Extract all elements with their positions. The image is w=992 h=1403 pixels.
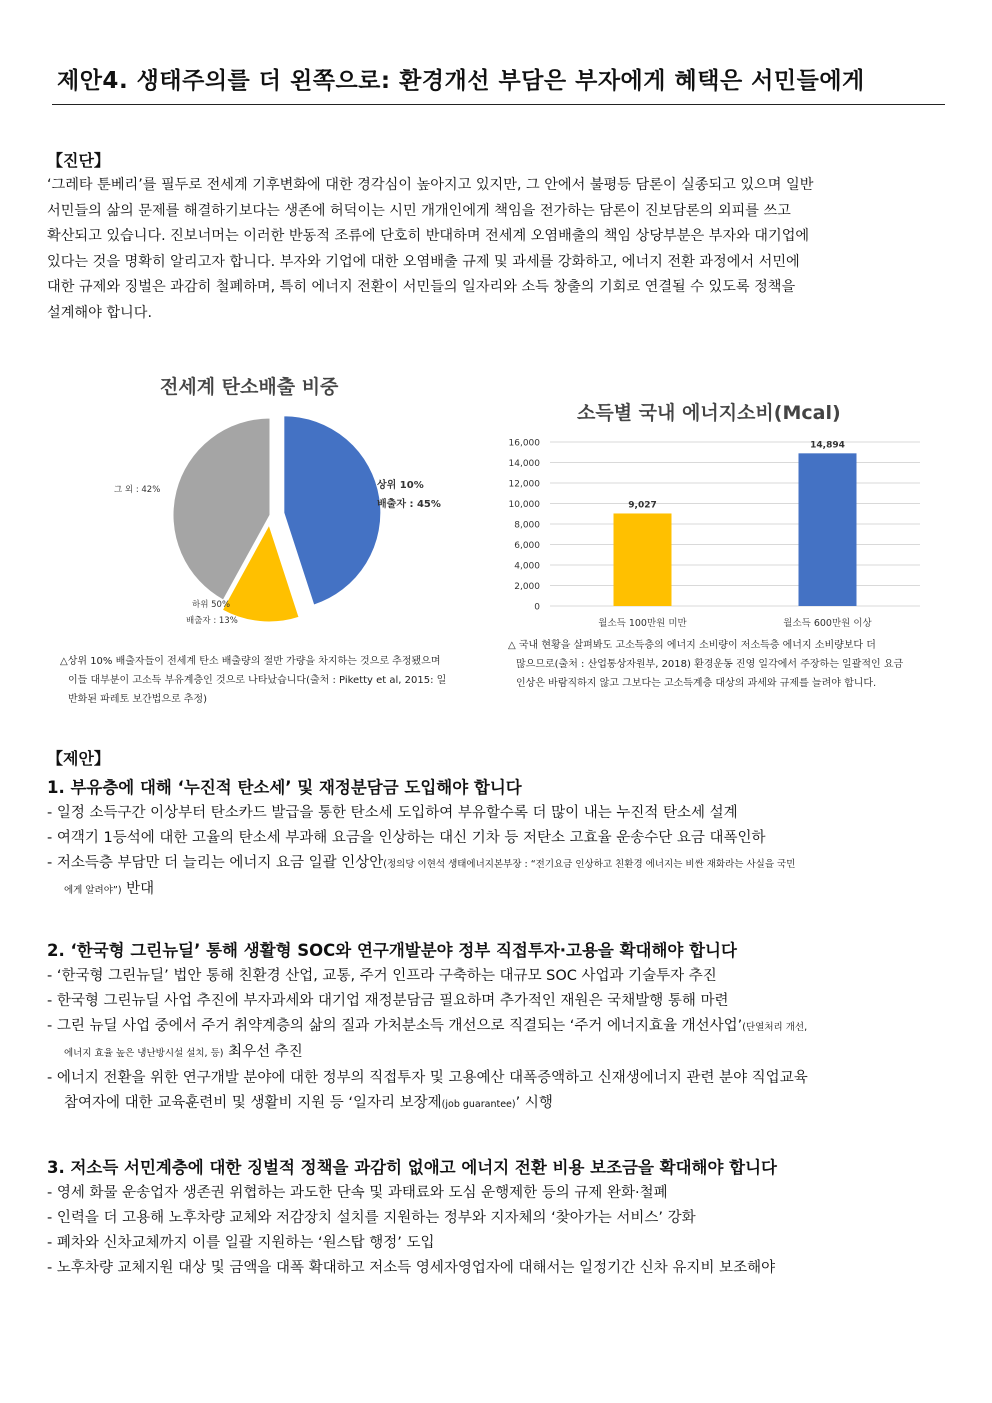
page-title: 제안4. 생태주의를 더 왼쪽으로: 환경개선 부담은 부자에게 혜택은 서민들에게 (57, 68, 865, 94)
caption-line: 반화된 파레토 보간법으로 추정) (68, 694, 208, 705)
list-item-text: 참여자에 대한 교육훈련비 및 생활비 지원 등 ‘일자리 보장제 (64, 1095, 442, 1111)
pie-slice-label: 배출자 : 13% (186, 616, 238, 626)
pie-caption (60, 652, 500, 709)
list-item-tail: ’ 시행 (515, 1095, 553, 1111)
list-item-tail: 최우선 추진 (223, 1044, 303, 1060)
pie-slice-label: 하위 50% (192, 600, 231, 610)
pie-slice (284, 416, 381, 605)
diagnosis-paragraph (47, 173, 944, 326)
pie-chart-title: 전세계 탄소배출 비중 (160, 376, 339, 398)
proposal-heading: 【제안】 (47, 749, 110, 768)
bar-value-label: 14,894 (810, 440, 845, 451)
list-item: - 노후차량 교체지원 대상 및 금액을 대폭 확대하고 저소득 영세자영업자에 대해서는 일정기간 신차 유지비 보조해야 (47, 1260, 776, 1276)
list-item-continuation (47, 1091, 947, 1117)
y-tick-label: 12,000 (508, 479, 540, 490)
proposal-2-bullets (47, 964, 947, 1117)
list-item: - ‘한국형 그린뉴딜’ 법안 통해 친환경 산업, 교통, 주거 인프라 구축하는 대규모 SOC 사업과 기술투자 추진 (47, 968, 717, 984)
bar-chart (500, 430, 940, 635)
diagnosis-line: 서민들의 삶의 문제를 해결하기보다는 생존에 허덕이는 시민 개개인에게 책임을 전가하는 담론이 진보담론의 외피를 쓰고 (47, 202, 791, 219)
proposal-1-title: 1. 부유층에 대해 ‘누진적 탄소세’ 및 재정분담금 도입해야 합니다 (47, 778, 522, 797)
list-item-text: - 그린 뉴딜 사업 중에서 주거 취약계층의 삶의 질과 가처분소득 개선으로 직결되는 ‘주거 에너지효율 개선사업’ (47, 1018, 743, 1034)
list-item: - 에너지 전환을 위한 연구개발 분야에 대한 정부의 직접투자 및 고용예산 대폭증액하고 신재생에너지 관련 분야 직업교육 (47, 1070, 808, 1086)
proposal-3-title: 3. 저소득 서민계층에 대한 징벌적 정책을 과감히 없애고 에너지 전환 비용 보조금을 확대해야 합니다 (47, 1158, 777, 1177)
y-tick-label: 14,000 (508, 459, 540, 469)
list-item-note: (정의당 이현석 생태에너지본부장 : “전기요금 인상하고 친환경 에너지는 비싼 재화라는 사실을 국민 (383, 859, 796, 870)
y-tick-label: 16,000 (508, 438, 540, 449)
caption-line: △ 국내 현황을 살펴봐도 고소득층의 에너지 소비량이 저소득층 에너지 소비량보다 더 (508, 640, 876, 651)
list-item (47, 1014, 947, 1040)
list-item (47, 851, 947, 877)
list-item: - 인력을 더 고용해 노후차량 교체와 저감장치 설치를 지원하는 정부와 지자체의 ‘찾아가는 서비스’ 강화 (47, 1210, 696, 1226)
list-item-tail: 반대 (121, 881, 155, 897)
y-tick-label: 4,000 (514, 561, 540, 572)
list-item: - 영세 화물 운송업자 생존권 위협하는 과도한 단속 및 과태료와 도심 운행제한 등의 규제 완화·철폐 (47, 1185, 668, 1201)
list-item-note: (단열처리 개선, (742, 1022, 808, 1033)
y-tick-label: 0 (534, 602, 540, 613)
bar-value-label: 9,027 (628, 500, 657, 511)
list-item: - 일정 소득구간 이상부터 탄소카드 발급을 통한 탄소세 도입하여 부유할수록 더 많이 내는 누진적 탄소세 설계 (47, 805, 738, 821)
x-tick-label: 월소득 600만원 이상 (783, 618, 872, 629)
diagnosis-line: 설계해야 합니다. (47, 304, 152, 321)
list-item-note: 에게 알려야”) (64, 885, 122, 896)
caption-line: 이들 대부분이 고소득 부유계층인 것으로 나타났습니다(출처 : Piketty et al, 2015: 일 (68, 675, 447, 686)
diagnosis-heading: 【진단】 (47, 151, 110, 170)
pie-slice-label: 그 외 : 42% (114, 485, 161, 495)
y-tick-label: 2,000 (514, 582, 540, 592)
caption-line: 많으므로(출처 : 산업통상자원부, 2018) 환경운동 진영 일각에서 주장하는 일괄적인 요금 (516, 659, 904, 670)
list-item-continuation (47, 877, 947, 903)
caption-line: △상위 10% 배출자들이 전세계 탄소 배출량의 절반 가량을 차지하는 것으로 추정됐으며 (60, 656, 441, 667)
proposal-3-bullets (47, 1181, 947, 1281)
title-underline (52, 104, 945, 105)
proposal-1-bullets (47, 801, 947, 903)
list-item-text: - 저소득층 부담만 더 늘리는 에너지 요금 일괄 인상안 (47, 855, 384, 871)
pie-chart (100, 410, 480, 640)
diagnosis-line: 확산되고 있습니다. 진보너머는 이러한 반동적 조류에 단호히 반대하며 전세계 오염배출의 책임 상당부분은 부자와 대기업에 (47, 228, 810, 244)
y-tick-label: 10,000 (508, 500, 540, 510)
list-item: - 폐차와 신차교체까지 이를 일괄 지원하는 ‘원스탑 행정’ 도입 (47, 1235, 435, 1251)
caption-line: 인상은 바람직하지 않고 그보다는 고소득계층 대상의 과세와 규제를 늘려야 합니다. (516, 678, 877, 689)
x-tick-label: 월소득 100만원 미만 (598, 618, 687, 629)
bar-chart-title: 소득별 국내 에너지소비(Mcal) (577, 402, 841, 424)
bar (799, 453, 857, 606)
pie-slice-label: 상위 10% (377, 480, 424, 491)
diagnosis-line: 있다는 것을 명확히 알리고자 합니다. 부자와 기업에 대한 오염배출 규제 및 과세를 강화하고, 에너지 전환 과정에서 서민에 (47, 253, 800, 270)
list-item: - 여객기 1등석에 대한 고율의 탄소세 부과해 요금을 인상하는 대신 기차 등 저탄소 고효율 운송수단 요금 대폭인하 (47, 830, 766, 846)
list-item: - 한국형 그린뉴딜 사업 추진에 부자과세와 대기업 재정분담금 필요하며 추가적인 재원은 국채발행 통해 마련 (47, 993, 729, 1009)
list-item-continuation (47, 1040, 947, 1066)
y-tick-label: 8,000 (514, 520, 540, 531)
y-tick-label: 6,000 (514, 541, 540, 551)
diagnosis-line: ‘그레타 툰베리’를 필두로 전세계 기후변화에 대한 경각심이 높아지고 있지만, 그 안에서 불평등 담론이 실종되고 있으며 일반 (47, 177, 814, 193)
proposal-2-title: 2. ‘한국형 그린뉴딜’ 통해 생활형 SOC와 연구개발분야 정부 직접투자·고용을 확대해야 합니다 (47, 941, 737, 960)
list-item-note: (job guarantee) (441, 1099, 516, 1110)
list-item-note: 에너지 효율 높은 냉난방시설 설치, 등) (64, 1048, 224, 1059)
pie-slice-label: 배출자 : 45% (377, 499, 441, 510)
diagnosis-line: 대한 규제와 징벌은 과감히 철폐하며, 특히 에너지 전환이 서민들의 일자리와 소득 창출의 기회로 연결될 수 있도록 정책을 (47, 279, 796, 295)
bar-caption (508, 636, 943, 693)
bar (614, 513, 672, 606)
